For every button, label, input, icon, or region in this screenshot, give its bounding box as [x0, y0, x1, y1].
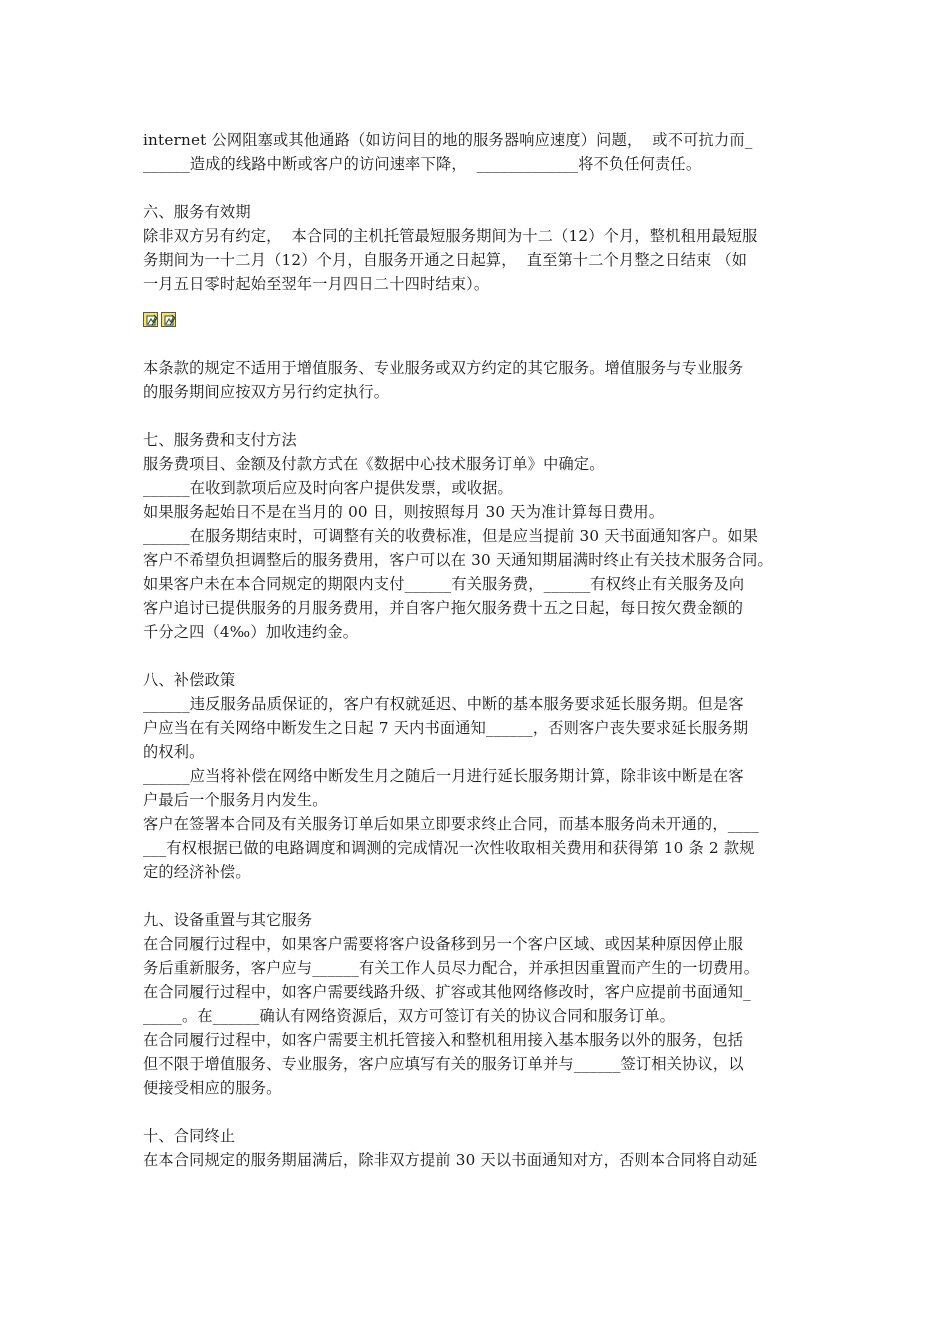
broken-image-icon	[143, 312, 158, 327]
section-compensation	[143, 668, 823, 884]
text-line: ______应当将补偿在网络中断发生月之随后一月进行延长服务期计算，除非该中断是在客	[143, 767, 744, 785]
section-service-period	[143, 200, 823, 404]
text-line: 的服务期间应按双方另行约定执行。	[143, 383, 390, 401]
section-equipment-reset	[143, 908, 823, 1100]
text-line: 在本合同规定的服务期届满后，除非双方提前 30 天以书面通知对方，否则本合同将自动延	[143, 1151, 758, 1169]
text-line: 户最后一个服务月内发生。	[143, 791, 328, 809]
text-line: 千分之四（4‰）加收违约金。	[143, 623, 359, 641]
text-line: 客户在签署本合同及有关服务订单后如果立即要求终止合同，而基本服务尚未开通的，____	[143, 815, 759, 833]
text-line: ______违反服务品质保证的，客户有权就延迟、中断的基本服务要求延长服务期。但是客	[143, 695, 744, 713]
section-termination	[143, 1124, 823, 1172]
document-body	[143, 128, 823, 1172]
text-line: 务期间为一十二月（12）个月，自服务开通之日起算， 直至第十二个月整之日结束 （如	[143, 251, 748, 269]
text-line: 如果客户未在本合同规定的期限内支付______有关服务费，______有权终止有关服务及向	[143, 575, 745, 593]
embedded-image-icons	[143, 312, 823, 329]
text-line: ___有权根据已做的电路调度和调测的完成情况一次性收取相关费用和获得第 10 条 2 款规	[143, 839, 755, 857]
text-line: 服务费项目、金额及付款方式在《数据中心技术服务订单》中确定。	[143, 455, 605, 473]
text-line: 在合同履行过程中，如果客户需要将客户设备移到另一个客户区域、或因某种原因停止服	[143, 935, 744, 953]
text-line: 一月五日零时起始至翌年一月四日二十四时结束）。	[143, 275, 490, 293]
section-heading: 十、合同终止	[143, 1127, 236, 1145]
text-line: 本条款的规定不适用于增值服务、专业服务或双方约定的其它服务。增值服务与专业服务	[143, 359, 744, 377]
text-line: 便接受相应的服务。	[143, 1079, 282, 1097]
text-line: 如果服务起始日不是在当月的 00 日，则按照每月 30 天为准计算每日费用。	[143, 503, 665, 521]
text-line: 在合同履行过程中，如客户需要主机托管接入和整机租用接入基本服务以外的服务，包括	[143, 1031, 744, 1049]
text-line: 但不限于增值服务、专业服务，客户应填写有关的服务订单并与______签订相关协议，以	[143, 1055, 744, 1073]
text-line: 除非双方另有约定， 本合同的主机托管最短服务期间为十二（12）个月，整机租用最短服	[143, 227, 758, 245]
broken-image-icon	[161, 312, 176, 327]
text-line: 定的经济补偿。	[143, 863, 251, 881]
text-line: 的权利。	[143, 743, 205, 761]
text-line: 客户不希望负担调整后的服务费用，客户可以在 30 天通知期届满时终止有关技术服务合同。	[143, 551, 773, 569]
section-heading: 九、设备重置与其它服务	[143, 911, 313, 929]
text-line: 客户追讨已提供服务的月服务费用，并自客户拖欠服务费十五之日起，每日按欠费金额的	[143, 599, 744, 617]
text-line: 务后重新服务，客户应与______有关工作人员尽力配合，并承担因重置而产生的一切费用。	[143, 959, 760, 977]
text-line: _____。在______确认有网络资源后，双方可签订有关的协议合同和服务订单。	[143, 1007, 675, 1025]
section-heading: 八、补偿政策	[143, 671, 236, 689]
intro-paragraph	[143, 128, 823, 176]
text-line: ______在收到款项后应及时向客户提供发票，或收据。	[143, 479, 513, 497]
text-line: 户应当在有关网络中断发生之日起 7 天内书面通知______，否则客户丧失要求延长服务期	[143, 719, 749, 737]
section-fees-payment	[143, 428, 823, 644]
section-heading: 七、服务费和支付方法	[143, 431, 297, 449]
text-line: internet 公网阻塞或其他通路（如访问目的地的服务器响应速度）问题， 或不可抗力而_	[143, 131, 753, 149]
text-line: ______造成的线路中断或客户的访问速率下降， _____________将不负任何责任。	[143, 155, 702, 173]
text-line: ______在服务期结束时，可调整有关的收费标准，但是应当提前 30 天书面通知客户。如果	[143, 527, 759, 545]
section-heading: 六、服务有效期	[143, 203, 251, 221]
text-line: 在合同履行过程中，如客户需要线路升级、扩容或其他网络修改时，客户应提前书面通知_	[143, 983, 751, 1001]
